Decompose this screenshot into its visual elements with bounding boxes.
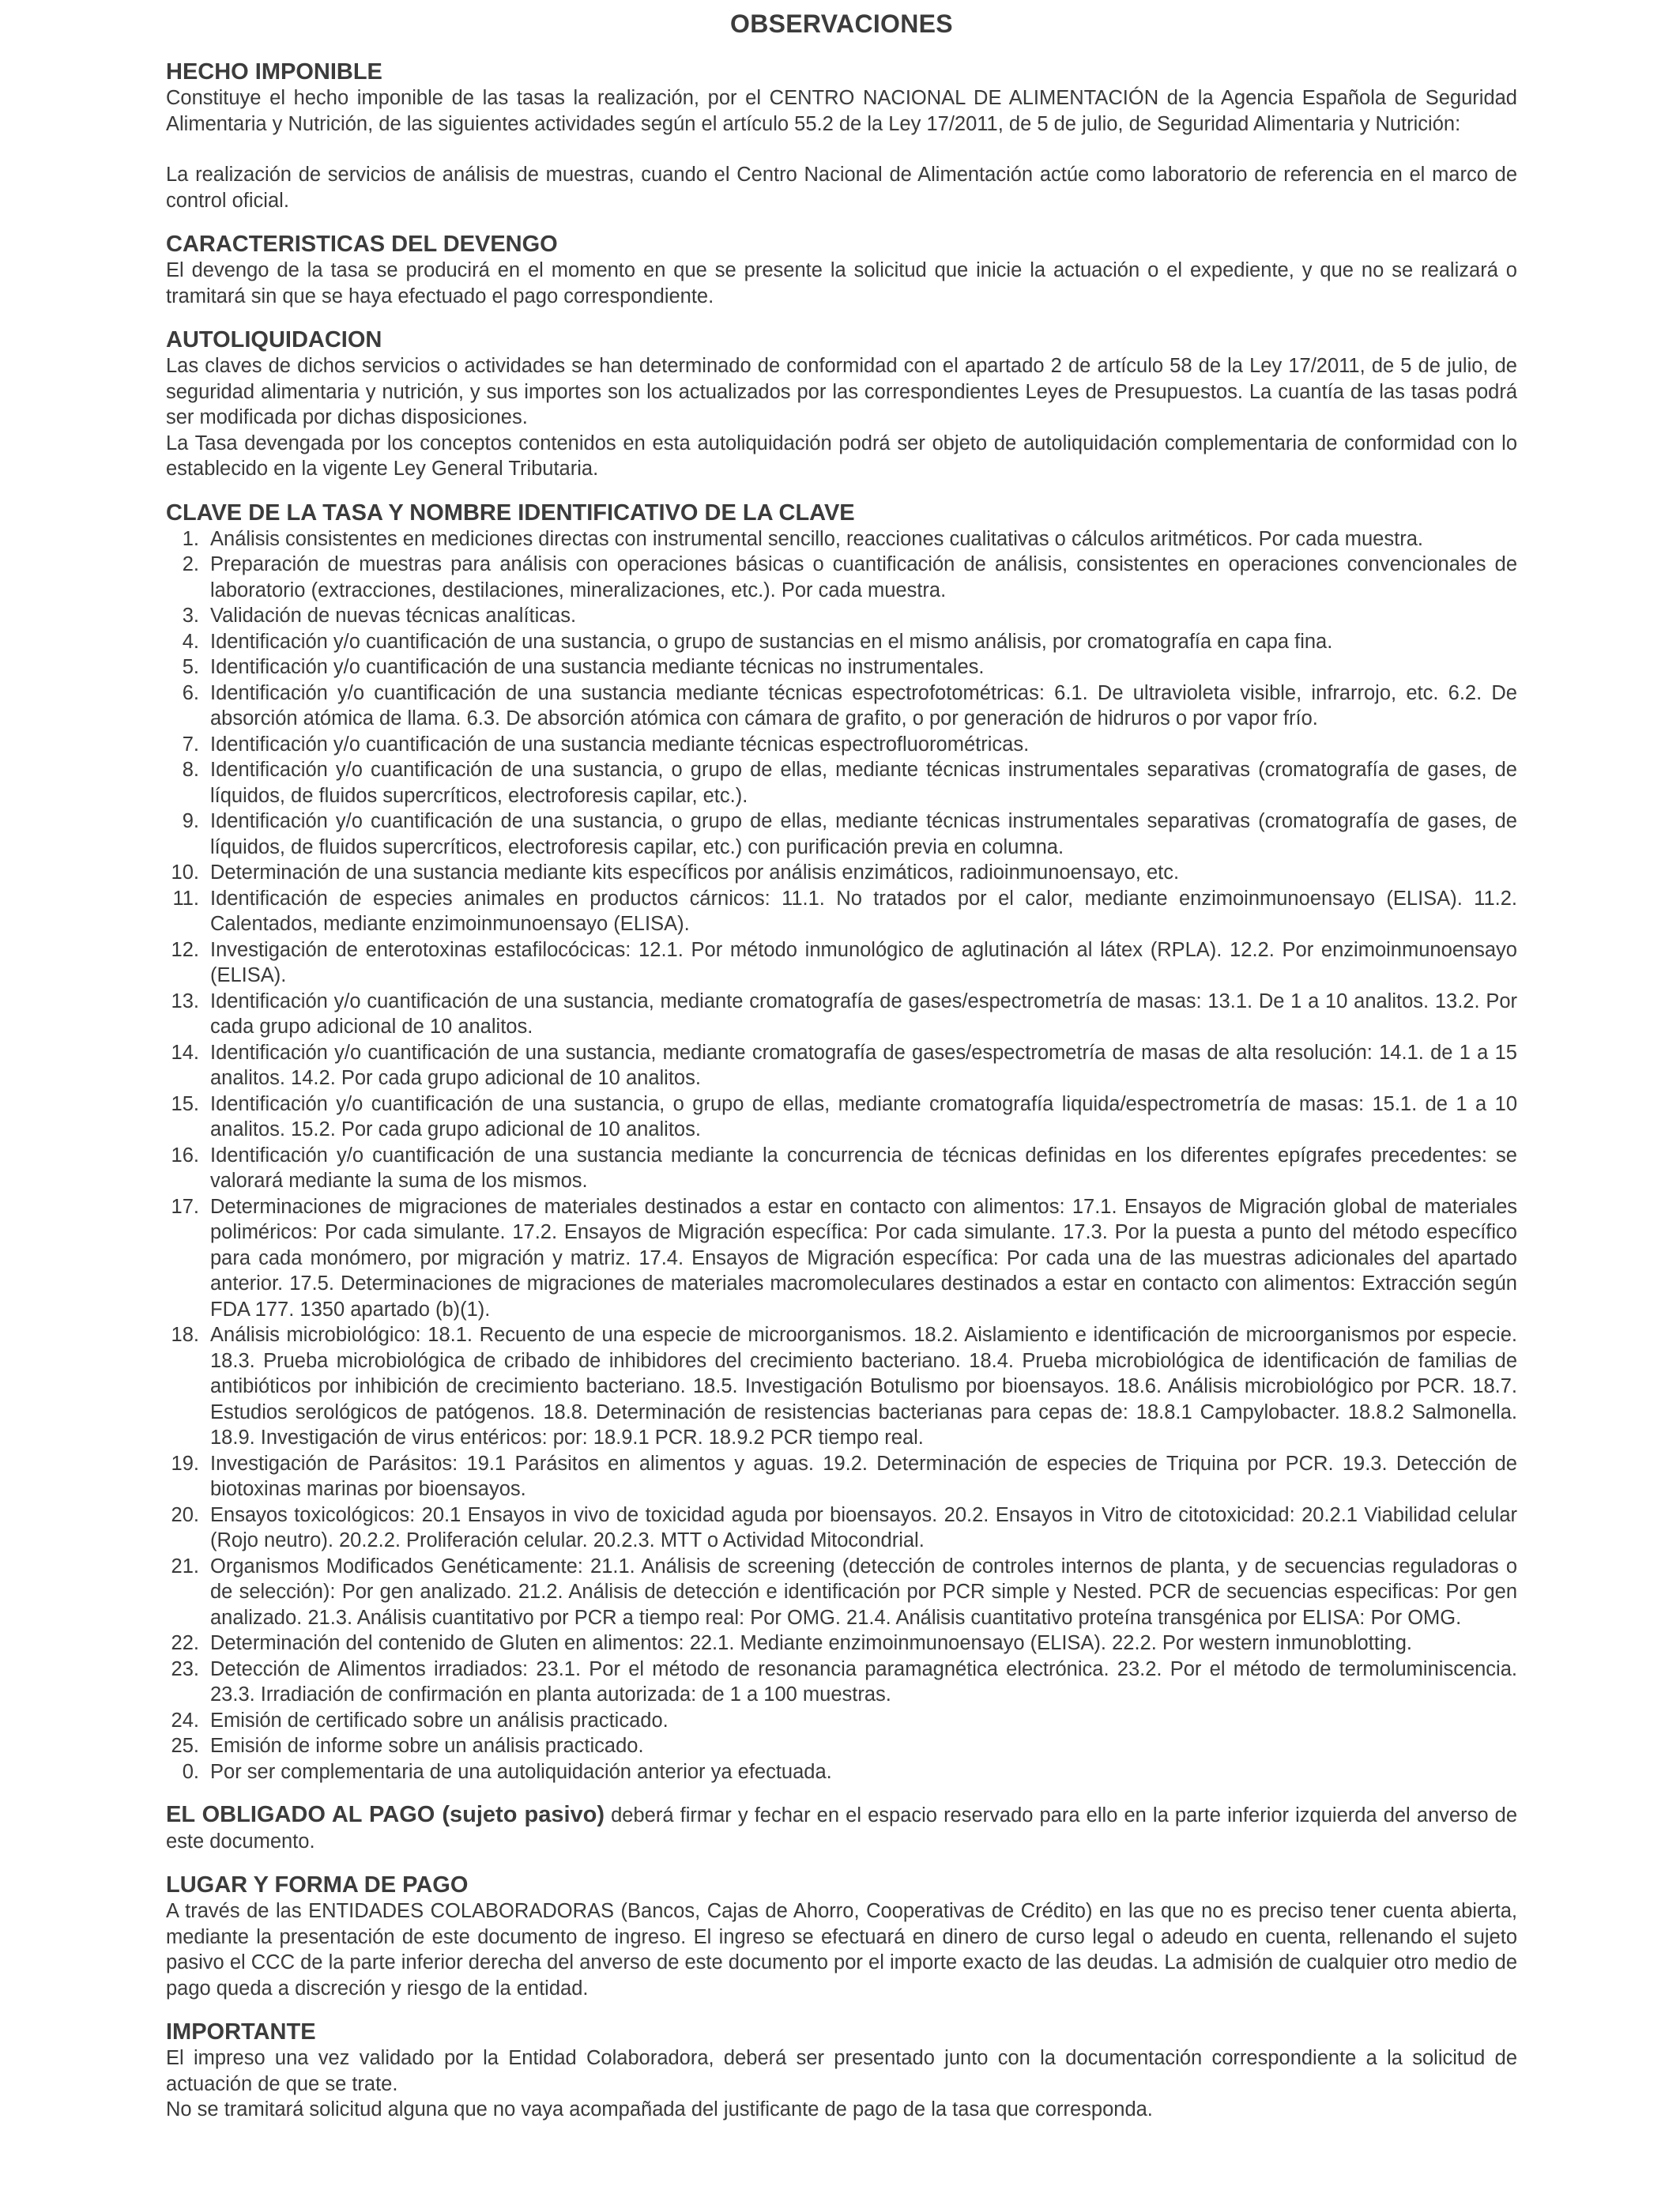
list-item-text: Análisis microbiológico: 18.1. Recuento de una especie de microorganismos. 18.2. Aislamiento e identificación de microorganismos por especie. 18.3. Prueba microbiológica de cribado de inhibidores del crecimiento bacteriano. 18.4. Prueba microbiológica de identificación de familias de antibióticos por inhibición de crecimiento bacteriano. 18.5. Investigación Botulismo por bioensayos. 18.6. Análisis microbiológico por PCR. 18.7. Estudios serológicos de patógenos. 18.8. Determinación de resistencias bacterianas para cepas de: 18.8.1 Campylobacter. 18.8.2 Salmonella. 18.9. Investigación de virus entéricos: por: 18.9.1 PCR. 18.9.2 PCR tiempo real.: [210, 1324, 1517, 1449]
section-obligado: [166, 1802, 1517, 1854]
list-item: [166, 989, 1517, 1040]
list-item-text: Identificación y/o cuantificación de una sustancia mediante técnicas espectrofotométricas: 6.1. De ultravioleta visible, infrarrojo, etc. 6.2. De absorción atómica de llama. 6.3. De absorción atómica con cámara de grafito, o por generación de hidruros o por vapor frío.: [210, 681, 1517, 729]
list-item: [166, 1708, 1517, 1734]
list-item-text: Identificación y/o cuantificación de una sustancia, o grupo de sustancias en el mismo análisis, por cromatografía en capa fina.: [210, 630, 1333, 653]
list-item-text: Análisis consistentes en mediciones directas con instrumental sencillo, reacciones cualitativas o cálculos aritméticos. Por cada muestra.: [210, 527, 1423, 550]
list-item: [166, 1451, 1517, 1502]
list-item: [166, 757, 1517, 809]
section-heading: IMPORTANTE: [166, 2019, 316, 2045]
list-item-number: 5.: [182, 656, 199, 678]
list-item-text: Identificación y/o cuantificación de una sustancia, mediante cromatografía de gases/espectrometría de masas: 13.1. De 1 a 10 analitos. 13.2. Por cada grupo adicional de 10 analitos.: [210, 990, 1517, 1038]
paragraph: No se tramitará solicitud alguna que no vaya acompañada del justificante de pago de la tasa que corresponda.: [166, 2098, 1153, 2120]
list-item-number: 2.: [182, 553, 199, 575]
list-item-text: Identificación y/o cuantificación de una sustancia, o grupo de ellas, mediante técnicas instrumentales separativas (cromatografía de gases, de líquidos, de fluidos supercríticos, electroforesis capilar, etc.) con purificación previa en columna.: [210, 810, 1517, 858]
list-item: [166, 886, 1517, 937]
list-item-number: 18.: [171, 1324, 199, 1346]
list-item: [166, 680, 1517, 732]
list-item-number: 21.: [171, 1555, 199, 1578]
list-item: [166, 552, 1517, 603]
list-item-text: Determinaciones de migraciones de materiales destinados a estar en contacto con alimentos: 17.1. Ensayos de Migración global de materiales poliméricos: Por cada simulante. 17.2. Ensayos de Migración específica: Por cada simulante. 17.3. Por la puesta a punto del método específico para cada monómero, por migración y matriz. 17.4. Ensayos de Migración específica: Por cada una de las muestras adicionales del apartado anterior. 17.5. Determinaciones de migraciones de materiales macromoleculares destinados a estar en contacto con alimentos: Extracción según FDA 177. 1350 apartado (b)(1).: [210, 1195, 1517, 1321]
list-item-text: Validación de nuevas técnicas analíticas.: [210, 605, 577, 627]
list-item-text: Por ser complementaria de una autoliquidación anterior ya efectuada.: [210, 1760, 832, 1783]
section-claves: [166, 499, 1517, 1785]
list-item-text: Preparación de muestras para análisis con operaciones básicas o cuantificación de análisis, consistentes en operaciones convencionales de laboratorio (extracciones, destilaciones, mineralizaciones, etc.). Por cada muestra.: [210, 553, 1517, 601]
list-item-text: Identificación y/o cuantificación de una sustancia mediante técnicas espectrofluorométricas.: [210, 733, 1030, 756]
paragraph: El devengo de la tasa se producirá en el momento en que se presente la solicitud que inicie la actuación o el expediente, y que no se realizará o tramitará sin que se haya efectuado el pago correspondiente.: [166, 259, 1517, 307]
list-item: [166, 526, 1517, 552]
list-item-text: Investigación de Parásitos: 19.1 Parásitos en alimentos y aguas. 19.2. Determinación de especies de Triquina por PCR. 19.3. Detección de biotoxinas marinas por bioensayos.: [210, 1452, 1517, 1500]
obligado-text: deberá firmar y fechar en el espacio reservado para ello en la parte inferior izquierda del anverso de este documento.: [166, 1804, 1517, 1853]
list-item-number: 8.: [182, 759, 199, 781]
section-autoliquidacion: [166, 326, 1517, 482]
section-lugar-pago: [166, 1872, 1517, 2001]
list-item: [166, 732, 1517, 758]
list-item: [166, 1502, 1517, 1554]
paragraph: Constituye el hecho imponible de las tasas la realización, por el CENTRO NACIONAL DE ALIMENTACIÓN de la Agencia Española de Seguridad Alimentaria y Nutrición, de las siguientes actividades según el artículo 55.2 de la Ley 17/2011, de 5 de julio, de Seguridad Alimentaria y Nutrición:: [166, 87, 1517, 135]
list-item-number: 11.: [172, 887, 199, 910]
section-devengo: [166, 231, 1517, 309]
list-item: [166, 1657, 1517, 1708]
list-item-number: 1.: [182, 527, 199, 550]
list-item-text: Ensayos toxicológicos: 20.1 Ensayos in vivo de toxicidad aguda por bioensayos. 20.2. Ensayos in Vitro de citotoxicidad: 20.2.1 Viabilidad celular (Rojo neutro). 20.2.2. Proliferación celular. 20.2.3. MTT o Actividad Mitocondrial.: [210, 1503, 1517, 1551]
list-item-text: Detección de Alimentos irradiados: 23.1. Por el método de resonancia paramagnética electrónica. 23.2. Por el método de termoluminiscencia. 23.3. Irradiación de confirmación en planta autorizada: de 1 a 100 muestras.: [210, 1657, 1517, 1706]
list-item: [166, 937, 1517, 989]
inline-heading: EL OBLIGADO AL PAGO (sujeto pasivo): [166, 1802, 605, 1827]
list-item-text: Determinación del contenido de Gluten en alimentos: 22.1. Mediante enzimoinmunoensayo (ELISA). 22.2. Por western inmunoblotting.: [210, 1632, 1412, 1654]
section-hecho-imponible: [166, 58, 1517, 213]
list-item: [166, 1759, 1517, 1785]
list-item-text: Identificación y/o cuantificación de una sustancia, o grupo de ellas, mediante cromatografía liquida/espectrometría de masas: 15.1. de 1 a 10 analitos. 15.2. Por cada grupo adicional de 10 analitos.: [210, 1092, 1517, 1140]
list-item: [166, 1143, 1517, 1194]
list-item-number: 0.: [182, 1760, 199, 1783]
list-item-text: Emisión de informe sobre un análisis practicado.: [210, 1735, 644, 1757]
list-item: [166, 1554, 1517, 1631]
section-heading: CARACTERISTICAS DEL DEVENGO: [166, 232, 558, 257]
list-item-text: Identificación y/o cuantificación de una sustancia, o grupo de ellas, mediante técnicas instrumentales separativas (cromatografía de gases, de líquidos, de fluidos supercríticos, electroforesis capilar, etc.).: [210, 759, 1517, 807]
list-item-number: 9.: [182, 810, 199, 832]
list-item-number: 24.: [171, 1709, 199, 1732]
list-item-number: 23.: [171, 1657, 199, 1680]
list-item-text: Identificación de especies animales en productos cárnicos: 11.1. No tratados por el calor, mediante enzimoinmunoensayo (ELISA). 11.2. Calentados, mediante enzimoinmunoensayo (ELISA).: [210, 887, 1517, 935]
list-item-number: 3.: [182, 605, 199, 627]
paragraph: [166, 1802, 1517, 1854]
paragraph-gap: [166, 137, 1517, 162]
list-item-text: Organismos Modificados Genéticamente: 21.1. Análisis de screening (detección de controles internos de planta, y de secuencias reguladoras o de selección): Por gen analizado. 21.2. Análisis de detección e identificación por PCR simple y Nested. PCR de secuencias especificas: Por gen analizado. 21.3. Análisis cuantitativo por PCR a tiempo real: Por OMG. 21.4. Análisis cuantitativo proteína transgénica por ELISA: Por OMG.: [210, 1555, 1517, 1629]
list-item-number: 20.: [171, 1503, 199, 1526]
list-item-number: 16.: [171, 1144, 199, 1167]
list-item: [166, 809, 1517, 860]
list-item-number: 12.: [171, 938, 199, 961]
list-item-text: Determinación de una sustancia mediante kits específicos por análisis enzimáticos, radioinmunoensayo, etc.: [210, 861, 1180, 884]
paragraph: El impreso una vez validado por la Entidad Colaboradora, deberá ser presentado junto con la documentación correspondiente a la solicitud de actuación de que se trate.: [166, 2047, 1517, 2095]
list-item: [166, 1091, 1517, 1143]
paragraph: La realización de servicios de análisis de muestras, cuando el Centro Nacional de Alimentación actúe como laboratorio de referencia en el marco de control oficial.: [166, 164, 1517, 212]
paragraph: Las claves de dichos servicios o actividades se han determinado de conformidad con el apartado 2 de artículo 58 de la Ley 17/2011, de 5 de julio, de seguridad alimentaria y nutrición, y sus importes son los actualizados por las correspondientes Leyes de Presupuestos. La cuantía de las tasas podrá ser modificada por dichas disposiciones.: [166, 355, 1517, 428]
list-item-text: Emisión de certificado sobre un análisis practicado.: [210, 1709, 669, 1732]
list-item: [166, 654, 1517, 680]
list-item: [166, 1733, 1517, 1759]
list-item-number: 15.: [171, 1092, 199, 1115]
list-item: [166, 1322, 1517, 1451]
list-item: [166, 1630, 1517, 1657]
list-item-text: Investigación de enterotoxinas estafilocócicas: 12.1. Por método inmunológico de aglutinación al látex (RPLA). 12.2. Por enzimoinmunoensayo (ELISA).: [210, 938, 1517, 986]
section-heading: HECHO IMPONIBLE: [166, 59, 382, 85]
list-item-number: 17.: [171, 1195, 199, 1218]
list-item-number: 6.: [182, 681, 199, 704]
list-item-text: Identificación y/o cuantificación de una sustancia, mediante cromatografía de gases/espectrometría de masas de alta resolución: 14.1. de 1 a 15 analitos. 14.2. Por cada grupo adicional de 10 analitos.: [210, 1041, 1517, 1089]
list-item-number: 7.: [182, 733, 199, 756]
list-item-number: 10.: [171, 861, 199, 884]
list-item-number: 25.: [171, 1735, 199, 1757]
page-title: OBSERVACIONES: [730, 9, 953, 38]
list-item-number: 14.: [171, 1041, 199, 1064]
section-importante: [166, 2019, 1517, 2123]
list-item-number: 4.: [182, 630, 199, 653]
section-heading: LUGAR Y FORMA DE PAGO: [166, 1872, 469, 1898]
list-item: [166, 1194, 1517, 1323]
section-heading: CLAVE DE LA TASA Y NOMBRE IDENTIFICATIVO DE LA CLAVE: [166, 499, 855, 526]
list-item-text: Identificación y/o cuantificación de una sustancia mediante técnicas no instrumentales.: [210, 656, 985, 678]
list-item: [166, 603, 1517, 629]
claves-list: [166, 526, 1517, 1785]
paragraph: La Tasa devengada por los conceptos contenidos en esta autoliquidación podrá ser objeto de autoliquidación complementaria de conformidad con lo establecido en la vigente Ley General Tributaria.: [166, 432, 1517, 480]
list-item-text: Identificación y/o cuantificación de una sustancia mediante la concurrencia de técnicas definidas en los diferentes epígrafes precedentes: se valorará mediante la suma de los mismos.: [210, 1144, 1517, 1192]
list-item: [166, 860, 1517, 886]
list-item-number: 19.: [171, 1452, 199, 1475]
list-item: [166, 629, 1517, 655]
list-item: [166, 1040, 1517, 1091]
list-item-number: 22.: [171, 1632, 199, 1654]
paragraph: A través de las ENTIDADES COLABORADORAS (Bancos, Cajas de Ahorro, Cooperativas de Crédito) en las que no es preciso tener cuenta abierta, mediante la presentación de este documento de ingreso. El ingreso se efectuará en dinero de curso legal o adeudo en cuenta, rellenando el sujeto pasivo el CCC de la parte inferior derecha del anverso de este documento por el importe exacto de las deudas. La admisión de cualquier otro medio de pago queda a discreción y riesgo de la entidad.: [166, 1900, 1517, 2000]
section-heading: AUTOLIQUIDACION: [166, 327, 382, 352]
list-item-number: 13.: [171, 990, 199, 1012]
